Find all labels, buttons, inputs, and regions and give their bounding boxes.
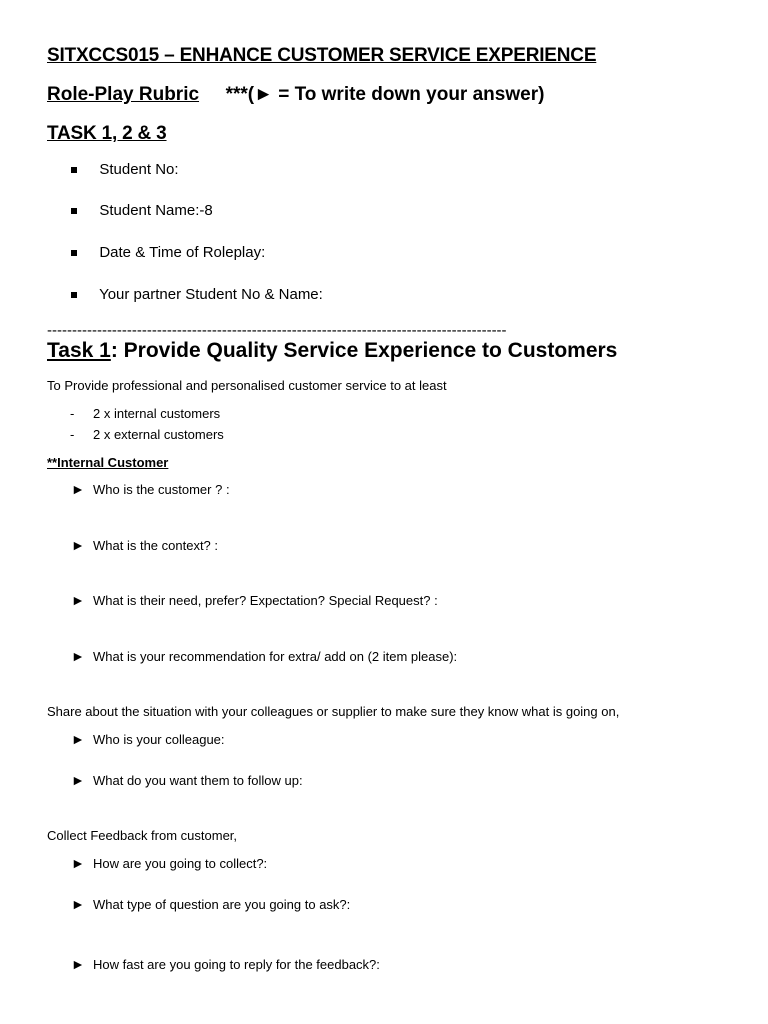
dash-icon: - bbox=[70, 427, 75, 442]
share-text: Share about the situation with your colleagues or supplier to make sure they know what is going on, bbox=[47, 704, 620, 719]
dash-icon: - bbox=[70, 406, 75, 421]
question-text: What is the context? : bbox=[93, 538, 219, 553]
question-item bbox=[71, 956, 380, 972]
question-text: How fast are you going to reply for the feedback?: bbox=[93, 957, 380, 972]
student-info-item bbox=[71, 202, 213, 219]
triangle-right-icon: ► bbox=[71, 855, 85, 871]
square-bullet-icon bbox=[71, 208, 77, 214]
student-info-item bbox=[71, 286, 323, 303]
dash-list-item bbox=[70, 427, 224, 442]
task1-title bbox=[47, 339, 617, 363]
question-text: What do you want them to follow up: bbox=[93, 773, 303, 788]
task1-title-rest: : Provide Quality Service Experience to Customers bbox=[110, 339, 618, 362]
triangle-right-icon: ► bbox=[71, 592, 85, 608]
triangle-right-icon: ► bbox=[71, 481, 85, 497]
rubric-note: ***(► = To write down your answer) bbox=[225, 84, 545, 105]
question-item bbox=[71, 592, 438, 608]
question-item bbox=[71, 896, 350, 912]
partner-info-label: Your partner Student No & Name: bbox=[99, 286, 323, 303]
question-item bbox=[71, 772, 303, 788]
question-text: What is their need, prefer? Expectation? Special Request? : bbox=[93, 593, 438, 608]
triangle-right-icon: ► bbox=[71, 731, 85, 747]
square-bullet-icon bbox=[71, 292, 77, 298]
student-name-label: Student Name:-8 bbox=[99, 202, 213, 219]
question-text: Who is your colleague: bbox=[93, 732, 225, 747]
question-text: What type of question are you going to ask?: bbox=[93, 897, 351, 912]
question-item bbox=[71, 855, 267, 871]
square-bullet-icon bbox=[71, 167, 77, 173]
external-customers-count: 2 x external customers bbox=[93, 427, 224, 442]
triangle-right-icon: ► bbox=[71, 896, 85, 912]
student-no-label: Student No: bbox=[99, 161, 179, 178]
internal-customers-count: 2 x internal customers bbox=[93, 406, 221, 421]
triangle-right-icon: ► bbox=[71, 537, 85, 553]
roleplay-datetime-label: Date & Time of Roleplay: bbox=[99, 244, 266, 261]
triangle-right-icon: ► bbox=[71, 956, 85, 972]
divider-line: -------------------------------------------------------------------------------------------- bbox=[47, 322, 507, 339]
triangle-right-icon: ► bbox=[71, 772, 85, 788]
rubric-label: Role-Play Rubric bbox=[47, 84, 200, 105]
question-item bbox=[71, 481, 230, 497]
question-item bbox=[71, 648, 457, 664]
task1-intro: To Provide professional and personalised customer service to at least bbox=[47, 378, 447, 393]
question-item bbox=[71, 731, 225, 747]
dash-list-item bbox=[70, 406, 220, 421]
task-label: TASK 1, 2 & 3 bbox=[47, 123, 167, 144]
question-text: Who is the customer ? : bbox=[93, 482, 230, 497]
internal-customer-heading: **Internal Customer bbox=[47, 455, 169, 470]
question-text: How are you going to collect?: bbox=[93, 856, 268, 871]
question-text: What is your recommendation for extra/ add on (2 item please): bbox=[93, 649, 458, 664]
student-info-item bbox=[71, 161, 179, 178]
question-item bbox=[71, 537, 218, 553]
task1-word: Task 1 bbox=[47, 339, 111, 362]
triangle-right-icon: ► bbox=[71, 648, 85, 664]
student-info-item bbox=[71, 244, 265, 261]
rubric-line bbox=[47, 84, 544, 106]
square-bullet-icon bbox=[71, 250, 77, 256]
feedback-text: Collect Feedback from customer, bbox=[47, 828, 238, 843]
course-title: SITXCCS015 – ENHANCE CUSTOMER SERVICE EXPERIENCE bbox=[47, 45, 597, 66]
